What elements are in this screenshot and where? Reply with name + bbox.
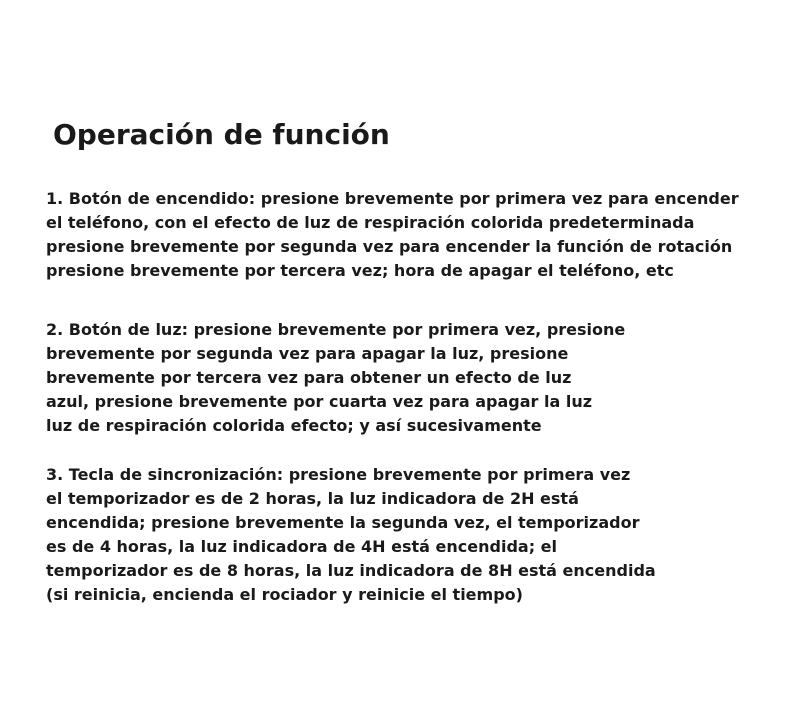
section-line: 2. Botón de luz: presione brevemente por primera vez, presione [46, 320, 626, 339]
page-title: Operación de función [53, 118, 390, 151]
section-line: 1. Botón de encendido: presione brevemente por primera vez para encender [46, 189, 739, 208]
section-line: 3. Tecla de sincronización: presione brevemente por primera vez [46, 465, 631, 484]
section-line: brevemente por segunda vez para apagar la luz, presione [46, 344, 569, 363]
section-line: temporizador es de 8 horas, la luz indicadora de 8H está encendida [46, 561, 656, 580]
section-timer-key [46, 463, 656, 607]
section-line: encendida; presione brevemente la segunda vez, el temporizador [46, 513, 640, 532]
section-line: (si reinicia, encienda el rociador y reinicie el tiempo) [46, 585, 523, 604]
section-line: el temporizador es de 2 horas, la luz indicadora de 2H está [46, 489, 579, 508]
section-line: azul, presione brevemente por cuarta vez para apagar la luz [46, 392, 593, 411]
section-line: luz de respiración colorida efecto; y así sucesivamente [46, 416, 542, 435]
section-line: presione brevemente por tercera vez; hora de apagar el teléfono, etc [46, 261, 674, 280]
section-line: brevemente por tercera vez para obtener un efecto de luz [46, 368, 572, 387]
section-line: es de 4 horas, la luz indicadora de 4H está encendida; el [46, 537, 557, 556]
section-line: el teléfono, con el efecto de luz de respiración colorida predeterminada [46, 213, 695, 232]
section-line: presione brevemente por segunda vez para encender la función de rotación [46, 237, 733, 256]
section-light-button [46, 318, 625, 438]
section-power-button [46, 187, 739, 283]
